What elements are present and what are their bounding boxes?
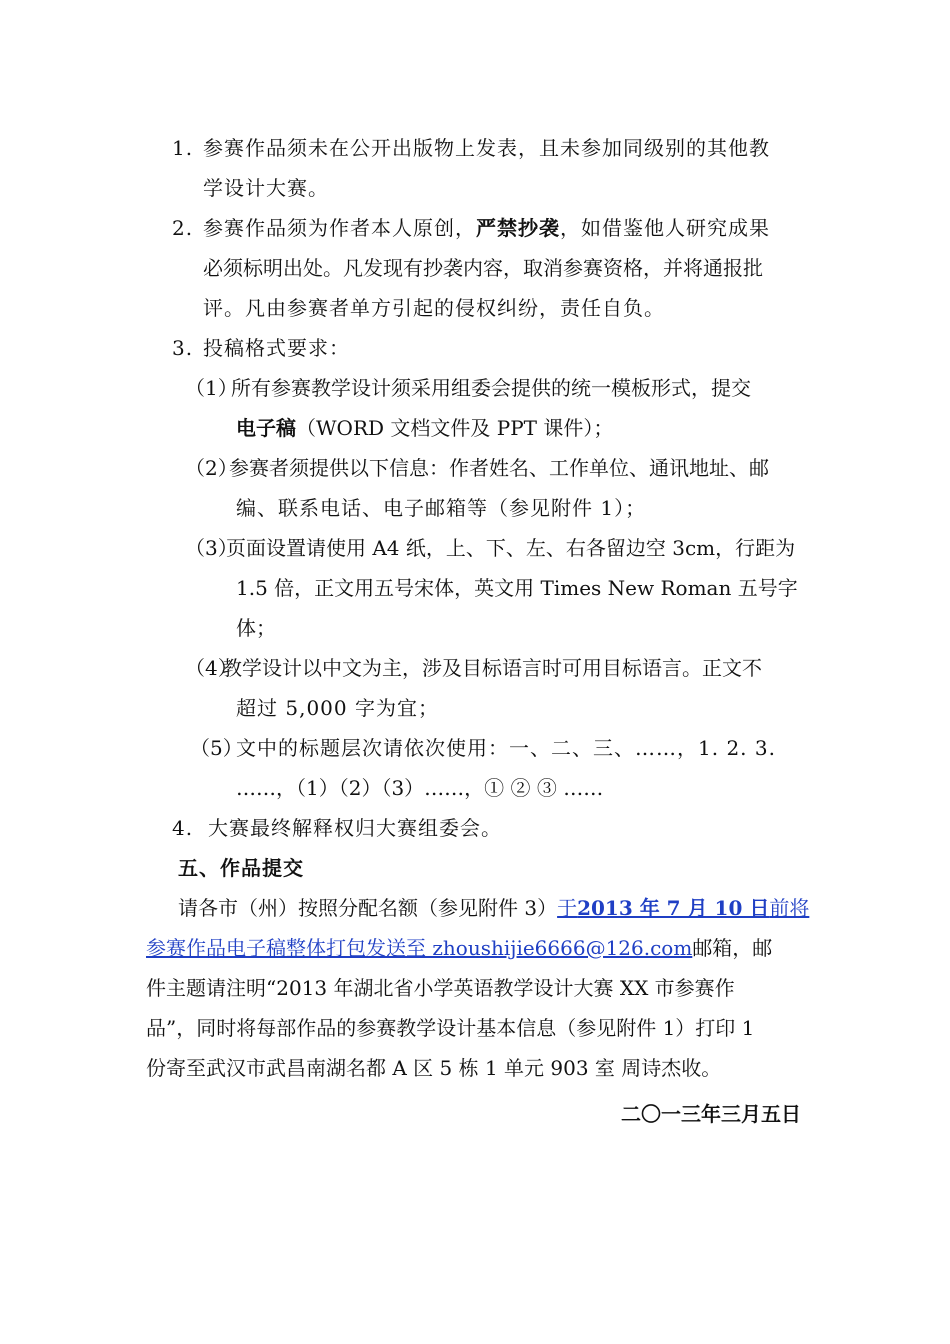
- para-text-b: 邮箱，邮: [692, 936, 773, 960]
- sub-1-number: （1）: [185, 376, 238, 400]
- para-line-5: 份寄至武汉市武昌南湖名都 A 区 5 栋 1 单元 903 室 周诗杰收。: [146, 1056, 722, 1080]
- item-1-line-2: 学设计大赛。: [203, 176, 329, 200]
- item-2-line-3: 评。凡由参赛者单方引起的侵权纠纷，责任自负。: [203, 296, 665, 320]
- sub-5-number: （5）: [190, 736, 243, 760]
- sub-2-line-1: 参赛者须提供以下信息：作者姓名、工作单位、通讯地址、邮: [229, 456, 769, 480]
- sub-2-line-2: 编、联系电话、电子邮箱等（参见附件 1）；: [236, 496, 647, 520]
- sub-4-line-2: 超过 5,000 字为宜；: [236, 696, 439, 720]
- item-3-number: 3.: [172, 336, 194, 360]
- sub-3-number: （3）: [185, 536, 238, 560]
- item-2-line-2: 必须标明出处。凡发现有抄袭内容，取消参赛资格，并将通报批: [203, 256, 763, 280]
- item-4-line-1: 大赛最终解释权归大赛组委会。: [208, 816, 502, 840]
- sub-5-line-1: 文中的标题层次请依次使用：一、二、三、……，1. 2. 3.: [236, 736, 776, 760]
- sub-1-line-2: [236, 414, 613, 442]
- para-line-3: 件主题请注明“2013 年湖北省小学英语教学设计大赛 XX 市参赛作: [146, 976, 735, 1000]
- item-1-number: 1.: [172, 136, 194, 160]
- item-2-emphasis: 严禁抄袭: [476, 216, 560, 240]
- sub-1-emphasis: 电子稿: [236, 416, 296, 440]
- para-link-b[interactable]: 前将: [769, 896, 810, 920]
- item-2-text-c: ，如借鉴他人研究成果: [560, 216, 770, 240]
- item-2-number: 2.: [172, 216, 194, 240]
- sub-3-line-1: 页面设置请使用 A4 纸，上、下、左、右各留边空 3cm，行距为: [226, 536, 796, 560]
- sub-1-line-1: 所有参赛教学设计须采用组委会提供的统一模板形式，提交: [231, 376, 751, 400]
- sub-3-line-3: 体；: [236, 616, 276, 640]
- sub-3-line-2: 1.5 倍，正文用五号宋体，英文用 Times New Roman 五号字: [236, 576, 798, 600]
- para-deadline-link[interactable]: 2013 年 7 月 10 日: [577, 896, 770, 920]
- item-4-number: 4.: [172, 816, 194, 840]
- sub-4-line-1: 教学设计以中文为主，涉及目标语言时可用目标语言。正文不: [222, 656, 762, 680]
- document-date: 二〇一三年三月五日: [621, 1102, 801, 1126]
- email-link[interactable]: 参赛作品电子稿整体打包发送至 zhoushijie6666@126.com: [146, 936, 693, 960]
- item-1-line-1: 参赛作品须未在公开出版物上发表，且未参加同级别的其他教: [203, 136, 770, 160]
- sub-2-number: （2）: [185, 456, 238, 480]
- item-2-line-1: [203, 214, 770, 242]
- para-line-1: [178, 894, 809, 922]
- item-2-text-a: 参赛作品须为作者本人原创，: [203, 216, 476, 240]
- sub-1-text: （WORD 文档文件及 PPT 课件）；: [296, 416, 614, 440]
- para-line-2: [146, 934, 772, 962]
- para-text-a: 请各市（州）按照分配名额（参见附件 3）: [178, 896, 558, 920]
- item-3-line-1: 投稿格式要求：: [203, 336, 350, 360]
- sub-5-line-2: ……，（1）（2）（3）……，① ② ③ ……: [236, 776, 604, 800]
- section-heading: 五、作品提交: [178, 856, 304, 880]
- para-line-4: 品”，同时将每部作品的参赛教学设计基本信息（参见附件 1）打印 1: [146, 1016, 755, 1040]
- para-link-a[interactable]: 于: [557, 896, 578, 920]
- sub-4-number: （4）: [185, 656, 238, 680]
